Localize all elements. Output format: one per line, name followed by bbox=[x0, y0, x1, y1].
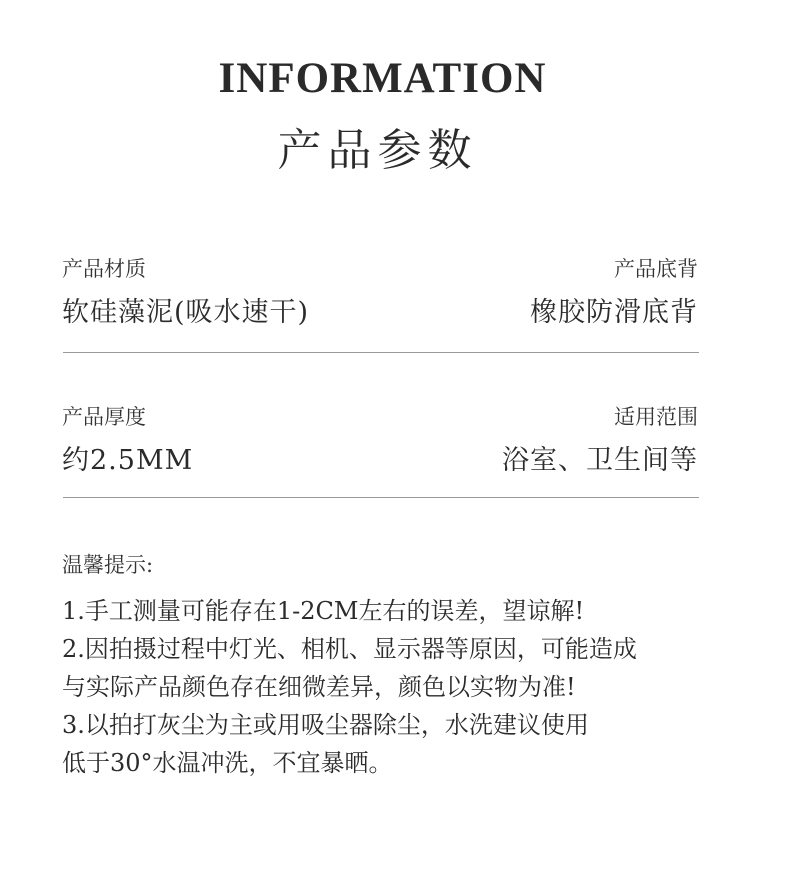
tip-line: 2.因拍摄过程中灯光、相机、显示器等原因，可能造成 bbox=[62, 635, 637, 663]
tip-line: 1.手工测量可能存在1-2CM左右的误差，望谅解! bbox=[62, 597, 585, 625]
spec-value: 橡胶防滑底背 bbox=[530, 297, 698, 328]
spec-scope bbox=[502, 404, 698, 478]
spec-label: 适用范围 bbox=[614, 405, 698, 429]
tips-list bbox=[62, 592, 722, 782]
tip-line: 与实际产品颜色存在细微差异，颜色以实物为准! bbox=[62, 673, 576, 701]
spec-material bbox=[62, 256, 309, 330]
page-title-chinese: 产品参数 bbox=[277, 125, 478, 176]
page-title-english: INFORMATION bbox=[218, 55, 547, 102]
spec-thickness bbox=[62, 404, 193, 478]
spec-label: 产品底背 bbox=[614, 257, 698, 281]
spec-value: 约2.5MM bbox=[62, 445, 194, 476]
tips-heading: 温馨提示: bbox=[62, 553, 154, 577]
spec-backing bbox=[530, 256, 698, 330]
tip-line: 低于30°水温冲洗，不宜暴晒。 bbox=[62, 749, 393, 777]
spec-label: 产品厚度 bbox=[62, 405, 146, 429]
spec-value: 软硅藻泥(吸水速干) bbox=[62, 297, 310, 328]
spec-label: 产品材质 bbox=[62, 257, 146, 281]
divider bbox=[63, 352, 699, 353]
spec-value: 浴室、卫生间等 bbox=[502, 445, 698, 476]
divider bbox=[63, 497, 699, 498]
tip-line: 3.以拍打灰尘为主或用吸尘器除尘，水洗建议使用 bbox=[62, 711, 589, 739]
